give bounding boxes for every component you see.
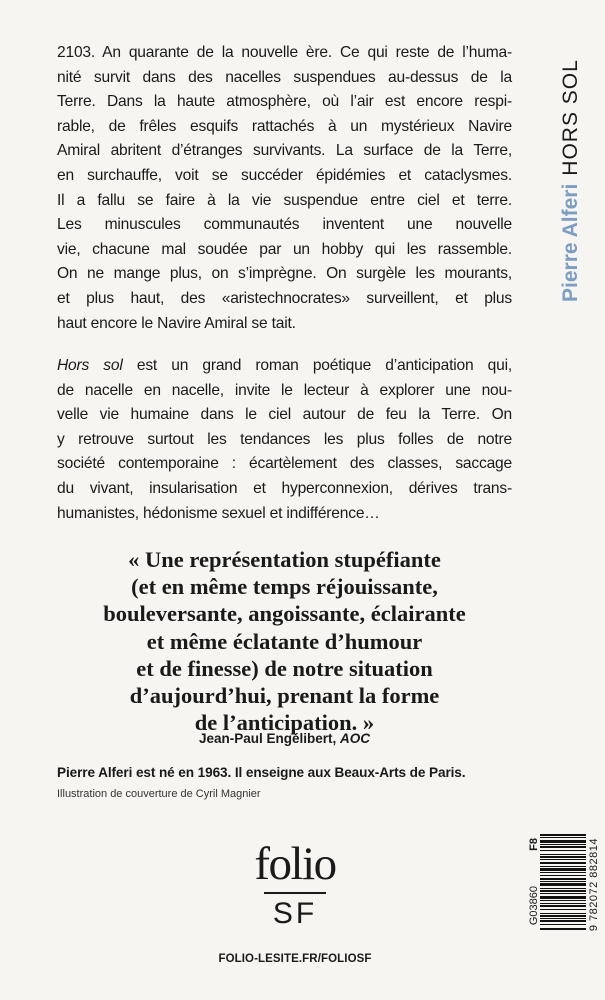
synopsis-line: Amiral abritent d’étranges survivants. La surface de la Terre, — [57, 142, 512, 160]
barcode-bar — [540, 875, 586, 876]
barcode-bar — [540, 928, 586, 930]
barcode-bar — [540, 896, 586, 899]
logo-sf-text: SF — [272, 897, 318, 930]
quote-author: Jean-Paul Engélibert, — [198, 731, 337, 746]
synopsis-line: vie, chacune mal soudée par un hobby qui les rassemble. — [57, 240, 512, 258]
barcode-bar — [540, 881, 586, 882]
barcode-bar — [540, 878, 586, 880]
barcode-bar — [540, 915, 586, 917]
logo-folio-text: folio — [254, 838, 336, 890]
author-bio: Pierre Alferi est né en 1963. Il enseigne aux Beaux-Arts de Paris. — [57, 765, 466, 780]
quote-line: et de finesse) de notre situation — [136, 655, 433, 681]
synopsis-line: nité survit dans des nacelles suspendues au-dessus de la — [57, 68, 512, 86]
barcode-bar — [540, 883, 586, 886]
synopsis-line: de nacelle en nacelle, invite le lecteur à explorer une nou- — [57, 381, 512, 399]
quote-line: (et en même temps réjouissante, — [131, 574, 438, 600]
synopsis-line: et plus haut, des «aristechnocrates» surveillent, et plus — [57, 289, 512, 307]
synopsis-line: y retrouve surtout les tendances les plus folles de notre — [57, 430, 512, 448]
barcode-bar — [540, 862, 586, 864]
barcode-bar — [540, 903, 586, 904]
logo-divider — [264, 892, 326, 894]
press-quote — [57, 546, 512, 736]
quote-attribution — [57, 731, 512, 746]
barcode-bar — [540, 924, 586, 925]
synopsis-line: du vivant, insularisation et hyperconnexion, dérives trans- — [57, 479, 512, 497]
barcode-bar — [540, 854, 586, 855]
barcode-bar — [540, 846, 586, 848]
spine-title: HORS SOL — [559, 59, 582, 176]
synopsis-line: en surchauffe, voit se succéder épidémies et cataclysmes. — [57, 166, 512, 184]
barcode-bar — [540, 909, 586, 910]
synopsis-line: humanistes, hédonisme sexuel et indifférence… — [57, 504, 380, 522]
synopsis-line: rable, de frêles esquifs rattachés à un mystérieux Navire — [57, 117, 512, 135]
synopsis-paragraph-2 — [57, 354, 512, 526]
barcode-bar — [540, 888, 586, 889]
spine-label — [560, 42, 582, 302]
barcode-block — [528, 832, 598, 982]
barcode-bar — [540, 837, 586, 838]
quote-line: et même éclatante d’humour — [146, 628, 423, 654]
quote-line: « Une représentation stupéfiante — [128, 547, 441, 572]
synopsis-line: société contemporaine : écartèlement des classes, saccage — [57, 455, 512, 473]
publisher-website: FOLIO-LESITE.FR/FOLIOSF — [218, 953, 372, 965]
quote-source: AOC — [340, 731, 371, 746]
product-code: G03860 — [528, 886, 540, 926]
quote-line: de l’anticipation. » — [194, 710, 375, 736]
barcode-bar — [540, 868, 586, 871]
synopsis-line: Il a fallu se faire à la vie suspendue entre ciel et terre. — [57, 191, 512, 209]
isbn-number: 9 782072 882814 — [588, 838, 600, 932]
barcode-bar — [540, 850, 586, 851]
barcode-bar — [540, 859, 586, 860]
barcode-bar — [540, 900, 586, 901]
barcode-bar — [540, 844, 586, 845]
synopsis-line: haut encore le Navire Amiral se tait. — [57, 314, 296, 332]
synopsis-line — [57, 354, 512, 379]
barcode-icon — [540, 832, 586, 978]
barcode-bar — [540, 856, 586, 858]
folio-sf-logo — [200, 840, 390, 930]
synopsis-line: velle vie humaine dans le ciel autour de feu la Terre. On — [57, 406, 512, 424]
barcode-bar — [540, 918, 586, 919]
barcode-bar — [540, 893, 586, 894]
spine-author: Pierre Alferi — [559, 183, 582, 302]
barcode-bar — [540, 866, 586, 867]
synopsis-paragraph-1 — [57, 41, 512, 336]
synopsis-line: On ne mange plus, on s’imprègne. On surgèle les mourants, — [57, 265, 512, 283]
synopsis-line-rest: est un grand roman poétique d’anticipation qui, — [122, 357, 512, 374]
barcode-bar — [540, 920, 586, 922]
cover-credit: Illustration de couverture de Cyril Magnier — [57, 788, 261, 800]
synopsis-line: Terre. Dans la haute atmosphère, où l’air est encore respi- — [57, 93, 512, 111]
price-code: F8 — [528, 838, 540, 851]
synopsis-line: Les minuscules communautés inventent une nouvelle — [57, 216, 512, 234]
synopsis-line: 2103. An quarante de la nouvelle ère. Ce qui reste de l’huma- — [57, 44, 512, 61]
barcode-bar — [540, 905, 586, 907]
barcode-bar — [540, 890, 586, 892]
quote-line: d’aujourd’hui, prenant la forme — [129, 683, 440, 709]
book-title-italic: Hors sol — [57, 357, 123, 374]
barcode-bar — [540, 840, 586, 843]
quote-line: bouleversante, angoissante, éclairante — [103, 601, 466, 627]
barcode-bar — [540, 872, 586, 873]
barcode-bar — [540, 834, 586, 836]
barcode-bar — [540, 913, 586, 914]
